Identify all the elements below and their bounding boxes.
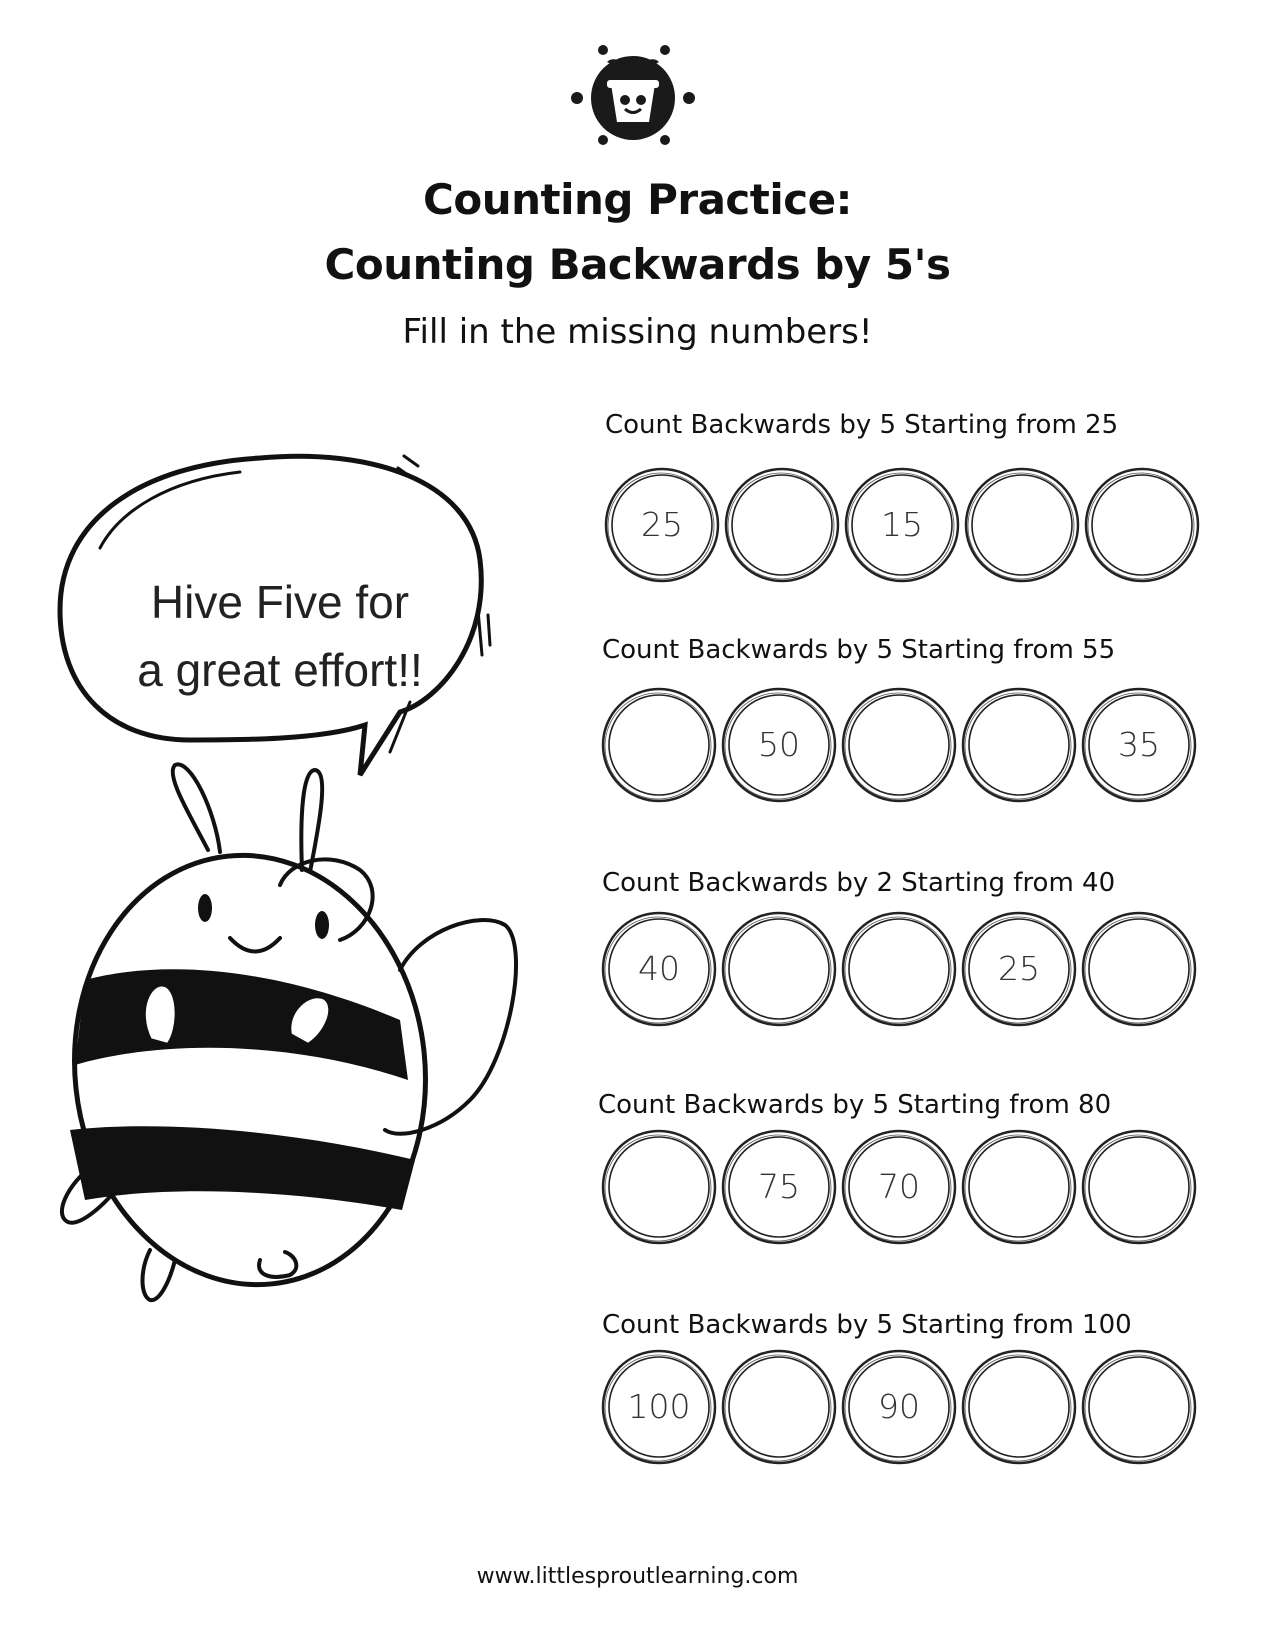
circle-number bbox=[840, 686, 958, 804]
row-label: Count Backwards by 5 Starting from 55 bbox=[602, 635, 1116, 665]
circle-number: 50 bbox=[758, 725, 800, 764]
circle-row bbox=[600, 1128, 1200, 1252]
circle-number: 75 bbox=[758, 1167, 800, 1206]
blank-answer-circle[interactable] bbox=[1080, 1348, 1198, 1466]
footer-url: www.littlesproutlearning.com bbox=[476, 1564, 799, 1589]
circle-row bbox=[600, 686, 1200, 810]
blank-answer-circle[interactable] bbox=[1080, 1128, 1198, 1246]
blank-answer-circle[interactable] bbox=[840, 686, 958, 804]
number-circle bbox=[843, 466, 961, 584]
circle-number: 40 bbox=[638, 949, 680, 988]
circle-number bbox=[1080, 1348, 1198, 1466]
circle-number bbox=[600, 1128, 718, 1246]
speech-bubble-line2: a great effort!! bbox=[137, 644, 423, 696]
circle-number bbox=[720, 910, 838, 1028]
row-label: Count Backwards by 2 Starting from 40 bbox=[602, 868, 1116, 898]
page-subtitle: Fill in the missing numbers! bbox=[402, 312, 873, 352]
number-circle bbox=[720, 686, 838, 804]
number-circle bbox=[1080, 686, 1198, 804]
circle-number bbox=[960, 1348, 1078, 1466]
circle-number bbox=[720, 1348, 838, 1466]
number-circle bbox=[840, 1348, 958, 1466]
number-circle bbox=[960, 910, 1078, 1028]
circle-number: 35 bbox=[1118, 725, 1160, 764]
page-title-line2: Counting Backwards by 5's bbox=[324, 240, 951, 289]
sprout-pot-logo-icon bbox=[565, 36, 701, 148]
blank-answer-circle[interactable] bbox=[960, 686, 1078, 804]
number-circle bbox=[720, 1128, 838, 1246]
circle-number: 70 bbox=[878, 1167, 920, 1206]
circle-number: 90 bbox=[878, 1387, 920, 1426]
circle-number bbox=[600, 686, 718, 804]
speech-bubble-line1: Hive Five for bbox=[150, 576, 410, 628]
number-circle bbox=[600, 1348, 718, 1466]
circle-row bbox=[603, 466, 1203, 590]
row-label: Count Backwards by 5 Starting from 100 bbox=[602, 1310, 1132, 1340]
number-circle bbox=[600, 910, 718, 1028]
blank-answer-circle[interactable] bbox=[960, 1348, 1078, 1466]
circle-number bbox=[840, 910, 958, 1028]
blank-answer-circle[interactable] bbox=[1080, 910, 1198, 1028]
circle-number: 25 bbox=[641, 505, 683, 544]
circle-number bbox=[1083, 466, 1201, 584]
circle-number: 15 bbox=[881, 505, 923, 544]
circle-number bbox=[1080, 910, 1198, 1028]
page-title-line1: Counting Practice: bbox=[423, 175, 852, 224]
circle-row bbox=[600, 1348, 1200, 1472]
circle-number bbox=[963, 466, 1081, 584]
blank-answer-circle[interactable] bbox=[963, 466, 1081, 584]
row-label: Count Backwards by 5 Starting from 80 bbox=[598, 1090, 1112, 1120]
row-label: Count Backwards by 5 Starting from 25 bbox=[605, 410, 1119, 440]
blank-answer-circle[interactable] bbox=[600, 686, 718, 804]
circle-number bbox=[723, 466, 841, 584]
circle-number: 25 bbox=[998, 949, 1040, 988]
number-circle bbox=[840, 1128, 958, 1246]
blank-answer-circle[interactable] bbox=[720, 910, 838, 1028]
blank-answer-circle[interactable] bbox=[960, 1128, 1078, 1246]
circle-number bbox=[960, 686, 1078, 804]
blank-answer-circle[interactable] bbox=[723, 466, 841, 584]
number-circle bbox=[603, 466, 721, 584]
blank-answer-circle[interactable] bbox=[600, 1128, 718, 1246]
blank-answer-circle[interactable] bbox=[720, 1348, 838, 1466]
blank-answer-circle[interactable] bbox=[1083, 466, 1201, 584]
blank-answer-circle[interactable] bbox=[840, 910, 958, 1028]
circle-number bbox=[1080, 1128, 1198, 1246]
circle-row bbox=[600, 910, 1200, 1034]
circle-number: 100 bbox=[627, 1387, 691, 1426]
circle-number bbox=[960, 1128, 1078, 1246]
